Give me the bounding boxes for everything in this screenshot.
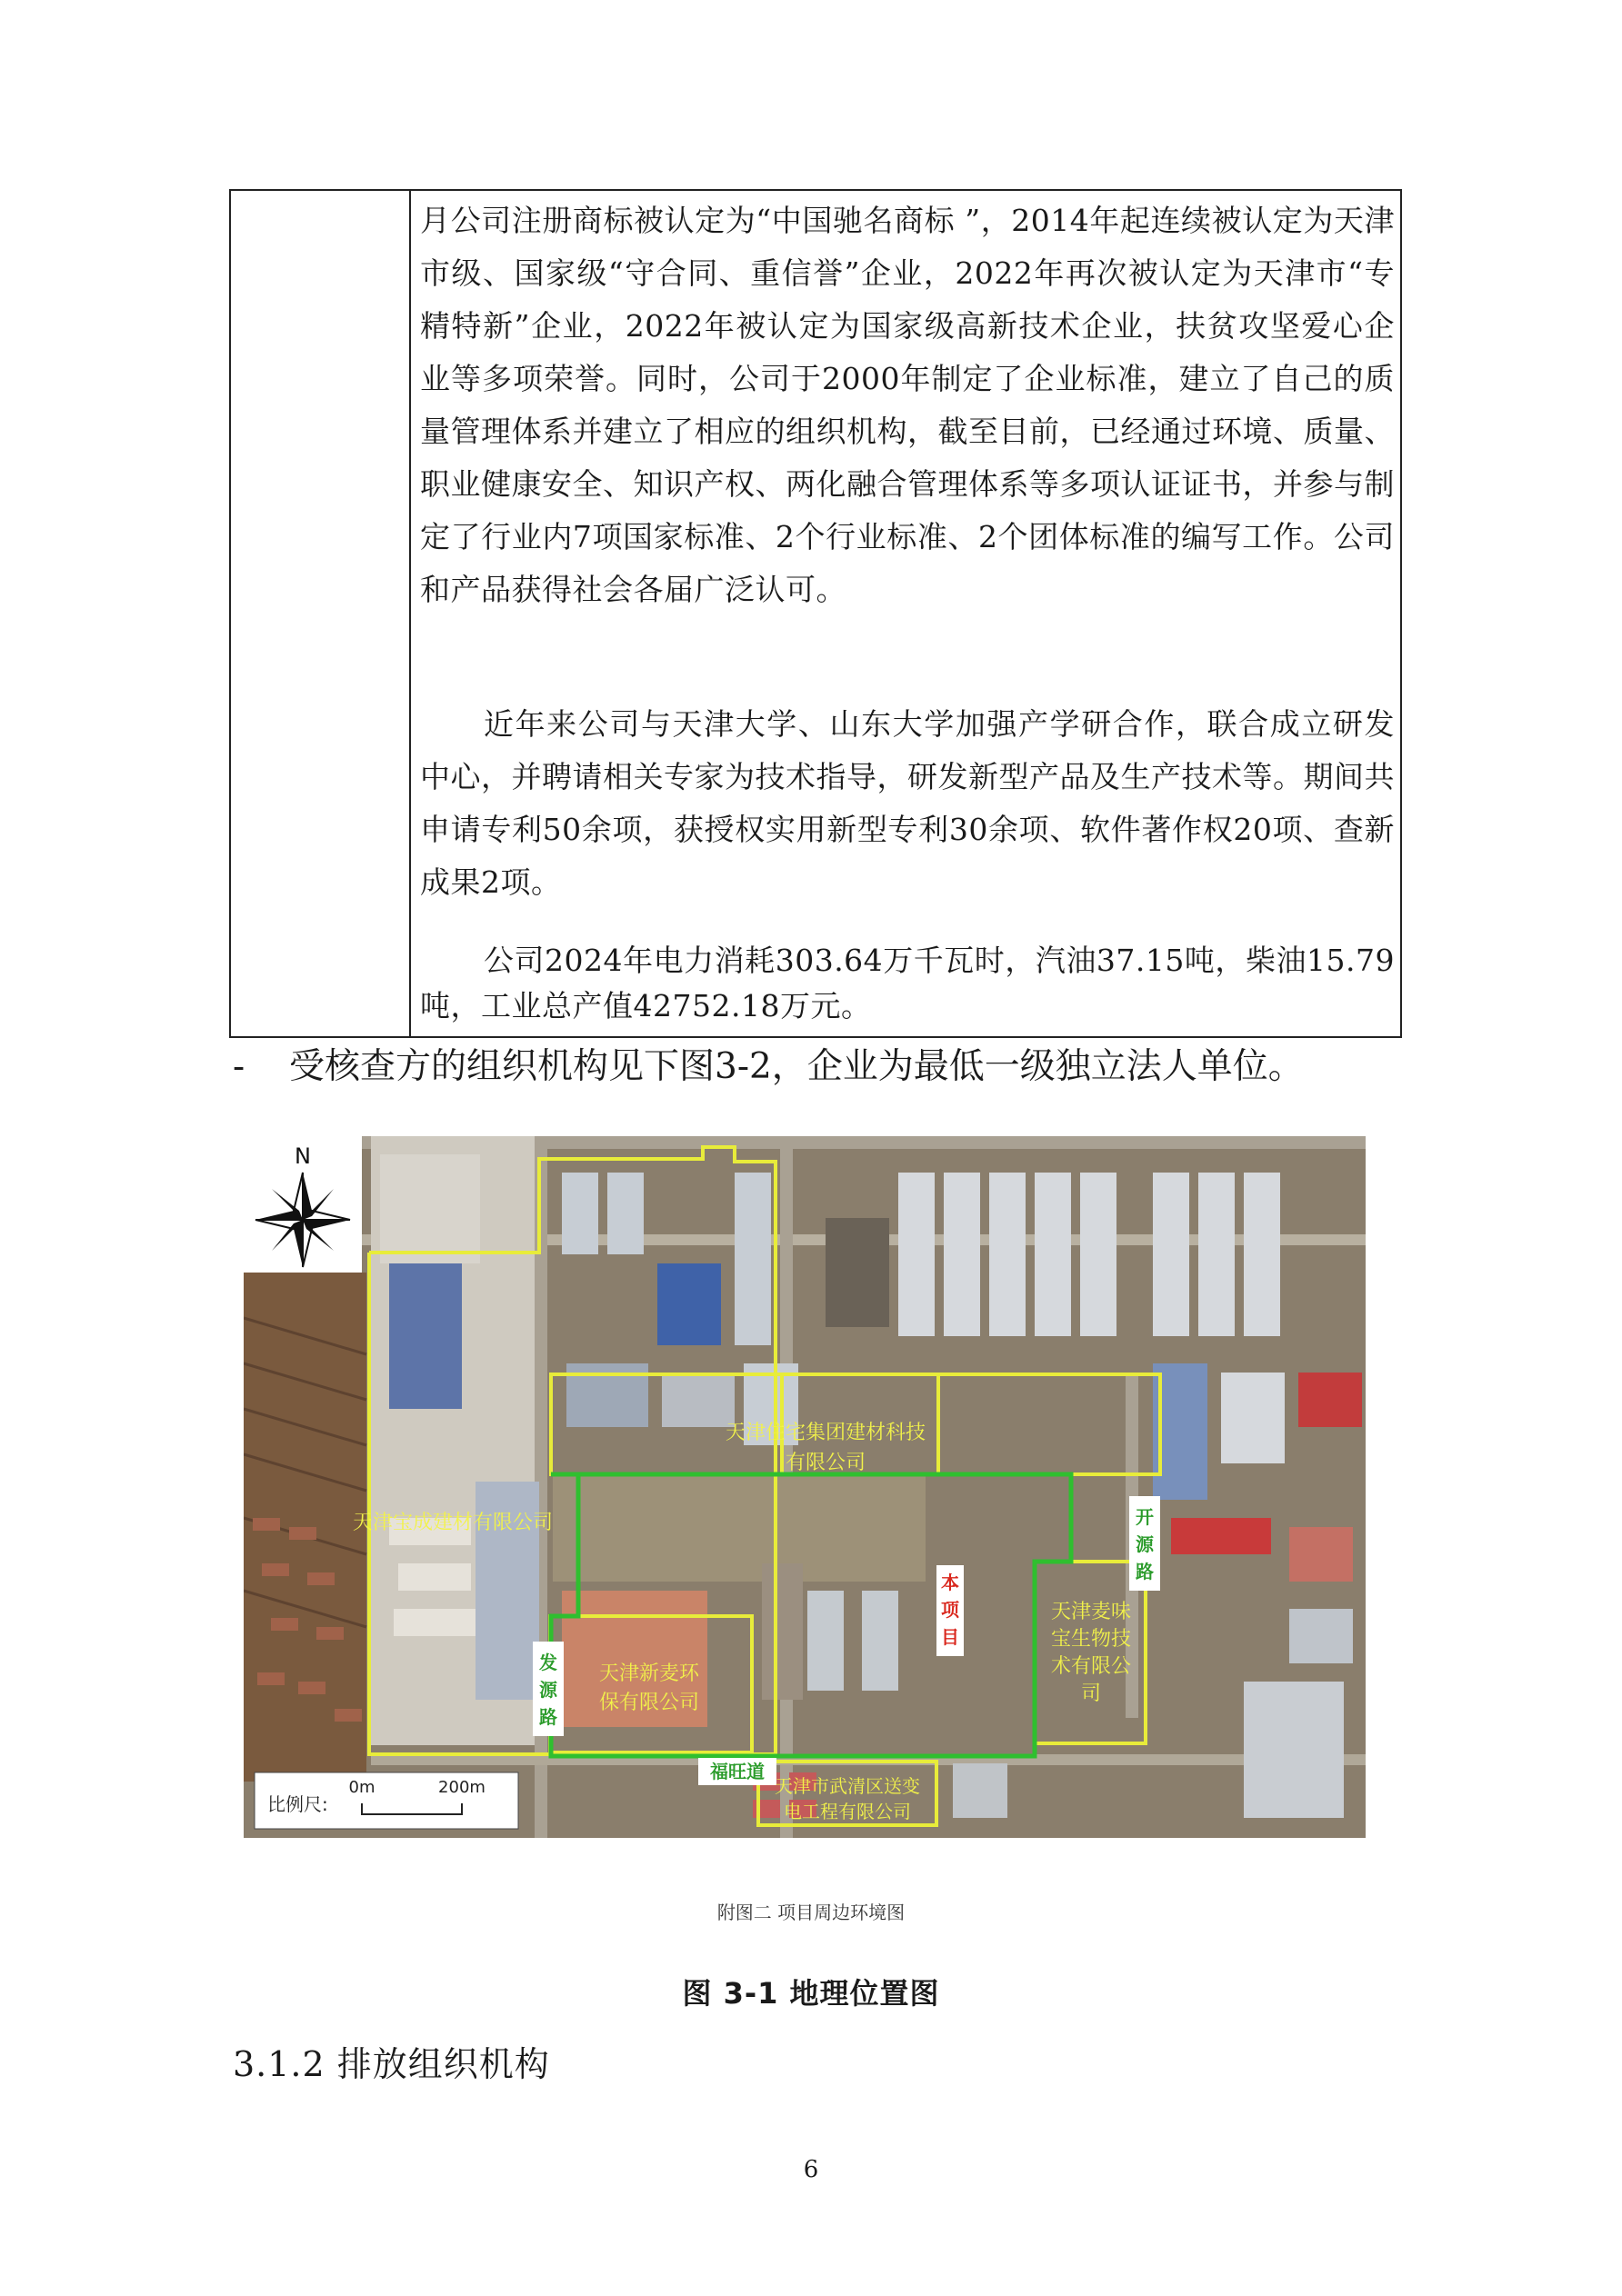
north-label: N [295, 1143, 311, 1169]
label-company-sw-2: 保有限公司 [598, 1692, 700, 1714]
label-company-west: 天津宝成建材有限公司 [352, 1512, 554, 1534]
svg-text:目: 目 [941, 1626, 959, 1648]
label-company-south-1: 天津市武清区送变 [775, 1775, 920, 1797]
project-label [941, 1572, 960, 1648]
label-company-east-4: 司 [1080, 1682, 1102, 1705]
scale-label: 比例尺: [267, 1793, 328, 1815]
bullet-dash: - [233, 1046, 245, 1087]
section-heading: 3.1.2 排放组织机构 [233, 2044, 550, 2084]
company-info-table [229, 189, 1402, 1038]
svg-text:路: 路 [1136, 1561, 1154, 1582]
label-company-east-2: 宝生物技 [1050, 1628, 1132, 1651]
label-company-east-3: 术有限公 [1050, 1655, 1132, 1678]
fuwang-road-label: 福旺道 [710, 1761, 765, 1782]
table-content-cell [413, 191, 1397, 1036]
svg-text:路: 路 [539, 1706, 557, 1728]
svg-text:源: 源 [539, 1679, 557, 1701]
page-number: 6 [803, 2156, 819, 2183]
label-company-east-1: 天津麦味 [1050, 1601, 1132, 1623]
label-company-north-2: 有限公司 [785, 1452, 866, 1474]
project-surroundings-map [244, 1136, 1366, 1838]
table-column-divider [409, 191, 411, 1036]
svg-text:本: 本 [941, 1572, 959, 1593]
bullet-text: 受核查方的组织机构见下图3-2，企业为最低一级独立法人单位。 [289, 1046, 1304, 1087]
svg-text:发: 发 [539, 1652, 557, 1673]
label-company-south-2: 电工程有限公司 [784, 1801, 911, 1822]
research-cooperation-paragraph: 近年来公司与天津大学、山东大学加强产学研合作，联合成立研发中心，并聘请相关专家为技术指导，研发新型产品及生产技术等。期间共申请专利50余项，获授权实用新型专利30余项、软件著作权20项、查新成果2项。 [420, 706, 1395, 900]
svg-text:开: 开 [1136, 1506, 1154, 1528]
svg-text:项: 项 [941, 1599, 959, 1621]
svg-text:源: 源 [1136, 1533, 1154, 1555]
company-honors-paragraph: 月公司注册商标被认定为“中国驰名商标 ”，2014年起连续被认定为天津市级、国家级“守合同、重信誉”企业，2022年再次被认定为天津市“专精特新”企业，2022年被认定为国家级高新技术企业，扶贫攻坚爱心企业等多项荣誉。同时，公司于2000年制定了企业标准，建立了自己的质量管理体系并建立了相应的组织机构，截至目前，已经通过环境、质量、职业健康安全、知识产权、两化融合管理体系等多项认证证书，并参与制定了行业内7项国家标准、2个行业标准、2个团体标准的编写工作。公司和产品获得社会各届广泛认可。 [420, 203, 1395, 607]
figure-caption: 图 3-1 地理位置图 [682, 1976, 940, 2011]
energy-consumption-paragraph: 公司2024年电力消耗303.64万千瓦时，汽油37.15吨，柴油15.79吨，工业总产值42752.18万元。 [420, 943, 1395, 1023]
scale-200: 200m [438, 1778, 486, 1797]
scale-zero: 0m [348, 1778, 375, 1797]
kaiyuan-road-label [1136, 1506, 1155, 1582]
org-structure-bullet [233, 1043, 1304, 1091]
label-company-sw-1: 天津新麦环 [598, 1662, 700, 1685]
fayuan-road-label [539, 1652, 558, 1728]
label-company-north-1: 天津住宅集团建材科技 [725, 1422, 926, 1444]
map-subcaption: 附图二 项目周边环境图 [716, 1902, 906, 1923]
